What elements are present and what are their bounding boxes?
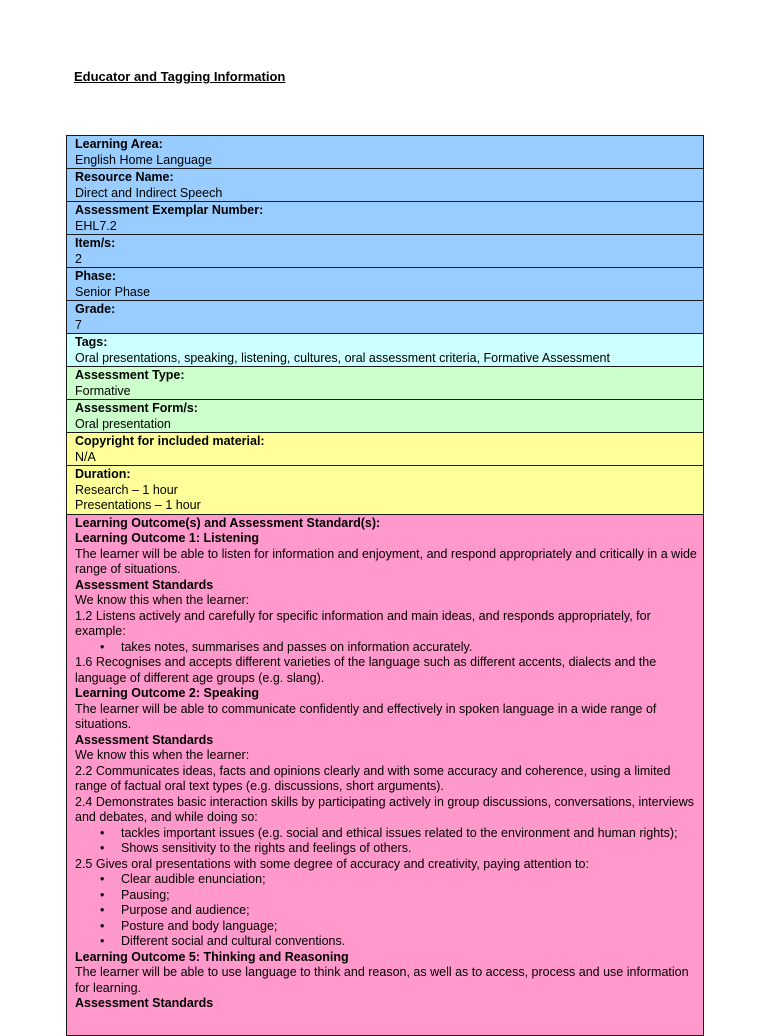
lo1-text: The learner will be able to listen for information and enjoyment, and respond appropriately and critically in a wide range of situations. (75, 546, 697, 576)
assessment-type-value: Formative (75, 383, 131, 398)
as-1-6: 1.6 Recognises and accepts different varieties of the language such as different accents, dialects and the language of different age groups (e.g. slang). (75, 655, 657, 685)
bullet-item: • Purpose and audience; (121, 903, 703, 919)
resource-name-value: Direct and Indirect Speech (75, 185, 223, 200)
phase-row (67, 268, 703, 301)
assessment-type-label: Assessment Type: (75, 368, 185, 382)
bullet-item: • takes notes, summarises and passes on information accurately. (121, 640, 703, 656)
bullet-item: • Different social and cultural conventions. (121, 934, 703, 950)
grade-row (67, 301, 703, 334)
assessment-forms-value: Oral presentation (75, 416, 171, 431)
duration-research: Research – 1 hour (75, 482, 178, 497)
learning-area-label: Learning Area: (75, 137, 163, 151)
lo5-text: The learner will be able to use language to think and reason, as well as to access, process and use information for learning. (75, 965, 689, 995)
as-2-5-bullets (75, 872, 703, 950)
as-2-5: 2.5 Gives oral presentations with some degree of accuracy and creativity, paying attention to: (75, 856, 589, 871)
bullet-item: • Shows sensitivity to the rights and feelings of others. (121, 841, 703, 857)
resource-name-label: Resource Name: (75, 170, 174, 184)
grade-label: Grade: (75, 302, 116, 316)
page-heading: Educator and Tagging Information (74, 69, 286, 84)
learning-area-value: English Home Language (75, 152, 212, 167)
lo1-title: Learning Outcome 1: Listening (75, 531, 260, 545)
outcomes-title: Learning Outcome(s) and Assessment Standard(s): (75, 515, 381, 530)
assessment-forms-label: Assessment Form/s: (75, 401, 198, 415)
tags-label: Tags: (75, 335, 108, 349)
items-row (67, 235, 703, 268)
tags-row (67, 334, 703, 367)
items-label: Item/s: (75, 236, 116, 250)
as-2-2: 2.2 Communicates ideas, facts and opinions clearly and with some accuracy and coherence, using a limited range of factual oral text types (e.g. discussions, short arguments). (75, 763, 671, 793)
duration-presentations: Presentations – 1 hour (75, 498, 201, 512)
bullet-item: • Clear audible enunciation; (121, 872, 703, 888)
copyright-row (67, 433, 703, 466)
exemplar-number-label: Assessment Exemplar Number: (75, 203, 264, 217)
duration-label: Duration: (75, 467, 131, 481)
as-1-2: 1.2 Listens actively and carefully for specific information and main ideas, and responds appropriately, for example: (75, 608, 651, 638)
lo2-standards-label: Assessment Standards (75, 732, 214, 747)
resource-name-row (67, 169, 703, 202)
lo2-text: The learner will be able to communicate confidently and effectively in spoken language in a wide range of situations. (75, 701, 657, 731)
as-2-4-bullets (75, 826, 703, 857)
grade-value: 7 (75, 317, 82, 332)
assessment-type-row (67, 367, 703, 400)
outcomes-row (67, 515, 703, 1035)
tagging-table (66, 135, 704, 1036)
phase-value: Senior Phase (75, 284, 151, 299)
lo5-standards-label: Assessment Standards (75, 996, 214, 1010)
as-2-4: 2.4 Demonstrates basic interaction skills by participating actively in group discussions, conversations, interviews and debates, and while doing so: (75, 794, 695, 824)
lo1-standards-label: Assessment Standards (75, 577, 214, 592)
copyright-value: N/A (75, 449, 96, 464)
bullet-item: • tackles important issues (e.g. social and ethical issues related to the environment and human rights); (121, 826, 703, 842)
lo5-title: Learning Outcome 5: Thinking and Reasoning (75, 949, 349, 964)
bullet-item: • Posture and body language; (121, 919, 703, 935)
assessment-forms-row (67, 400, 703, 433)
bullet-item: • Pausing; (121, 888, 703, 904)
items-value: 2 (75, 251, 82, 266)
tags-value: Oral presentations, speaking, listening, cultures, oral assessment criteria, Formative Assessment (75, 350, 610, 365)
exemplar-number-row (67, 202, 703, 235)
duration-row (67, 466, 703, 515)
exemplar-number-value: EHL7.2 (75, 218, 117, 233)
phase-label: Phase: (75, 269, 116, 283)
lo1-know: We know this when the learner: (75, 593, 250, 607)
lo2-title: Learning Outcome 2: Speaking (75, 686, 260, 700)
lo2-know: We know this when the learner: (75, 748, 250, 762)
copyright-label: Copyright for included material: (75, 434, 265, 448)
learning-area-row (67, 136, 703, 169)
as-1-2-bullets (75, 640, 703, 656)
